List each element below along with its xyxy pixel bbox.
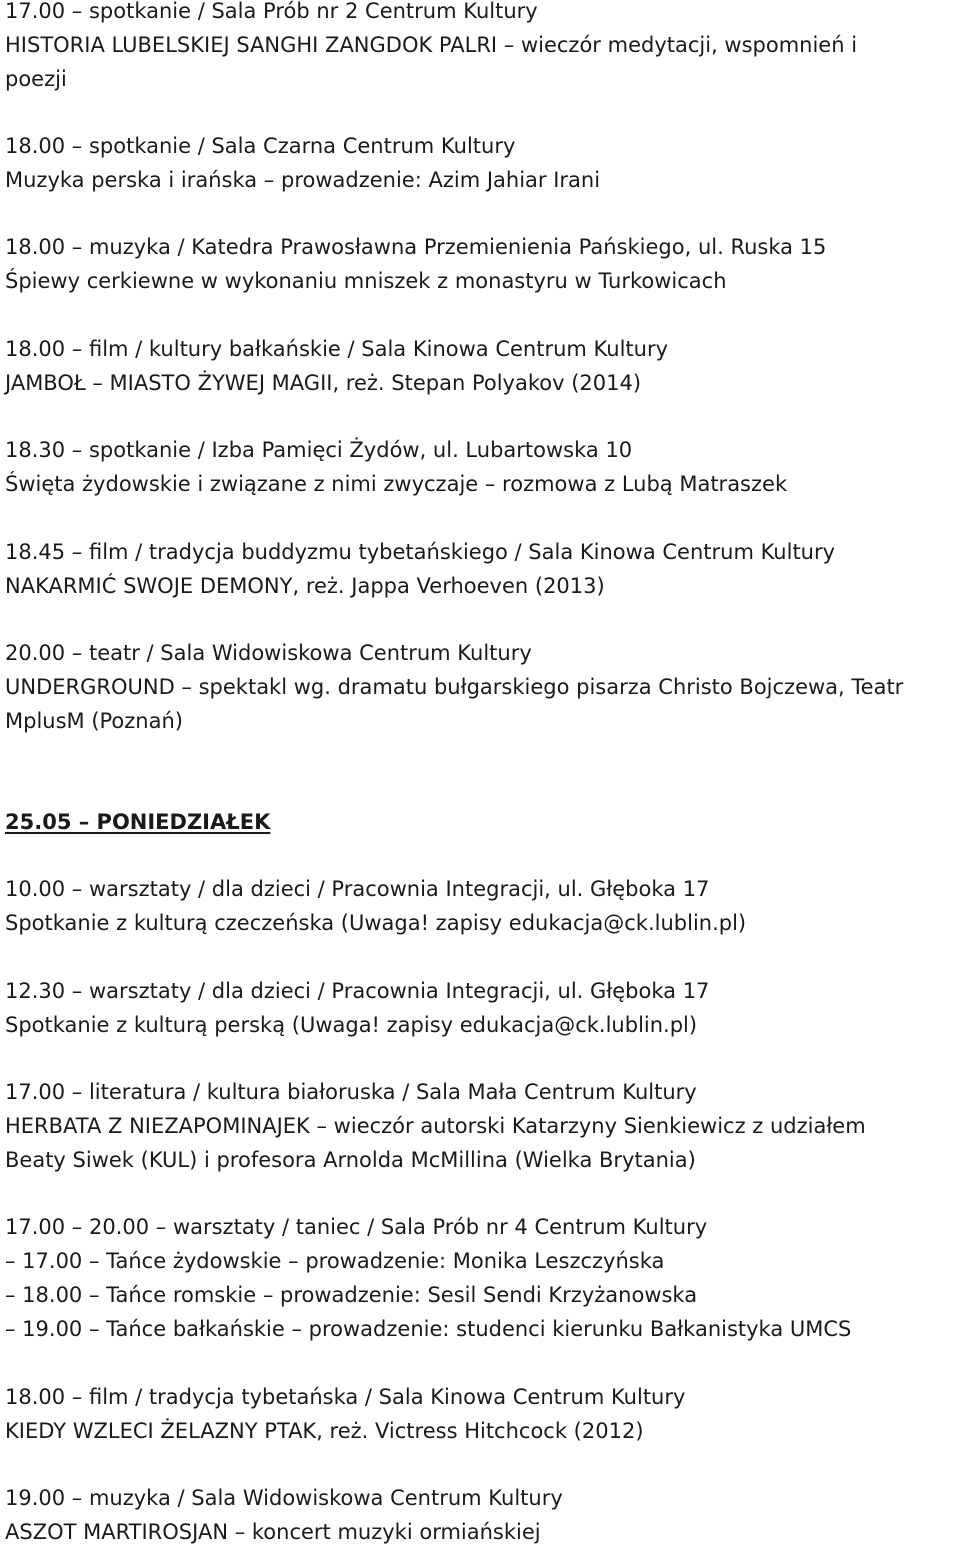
event-title-line: JAMBOŁ – MIASTO ŻYWEJ MAGII, reż. Stepan Polyakov (2014) <box>5 371 642 395</box>
event-title-line: poezji <box>5 67 67 91</box>
event-title-line: KIEDY WZLECI ŻELAZNY PTAK, reż. Victress Hitchcock (2012) <box>5 1419 644 1443</box>
event-time-line: 18.45 – film / tradycja buddyzmu tybetańskiego / Sala Kinowa Centrum Kultury <box>5 540 836 564</box>
day-heading: 25.05 – PONIEDZIAŁEK <box>5 810 271 834</box>
event-time-line: 18.00 – film / tradycja tybetańska / Sala Kinowa Centrum Kultury <box>5 1385 686 1409</box>
event-title-line: Spotkanie z kulturą perską (Uwaga! zapisy edukacja@ck.lublin.pl) <box>5 1013 698 1037</box>
event-time-line: 18.00 – film / kultury bałkańskie / Sala Kinowa Centrum Kultury <box>5 337 669 361</box>
event-time-line: 18.00 – muzyka / Katedra Prawosławna Przemienienia Pańskiego, ul. Ruska 15 <box>5 235 827 259</box>
event-time-line: 12.30 – warsztaty / dla dzieci / Pracownia Integracji, ul. Głęboka 17 <box>5 979 710 1003</box>
event-time-line: 18.30 – spotkanie / Izba Pamięci Żydów, ul. Lubartowska 10 <box>5 438 633 462</box>
event-time-line: 17.00 – literatura / kultura białoruska / Sala Mała Centrum Kultury <box>5 1080 697 1104</box>
event-title-line: Święta żydowskie i związane z nimi zwyczaje – rozmowa z Lubą Matraszek <box>5 472 788 496</box>
event-title-line: Muzyka perska i irańska – prowadzenie: Azim Jahiar Irani <box>5 168 601 192</box>
event-title-line: Spotkanie z kulturą czeczeńska (Uwaga! zapisy edukacja@ck.lublin.pl) <box>5 911 747 935</box>
event-title-line: NAKARMIĆ SWOJE DEMONY, reż. Jappa Verhoeven (2013) <box>5 574 605 598</box>
event-title-line: HISTORIA LUBELSKIEJ SANGHI ZANGDOK PALRI – wieczór medytacji, wspomnień i <box>5 33 858 57</box>
event-time-line: 19.00 – muzyka / Sala Widowiskowa Centrum Kultury <box>5 1486 563 1510</box>
event-time-line: 10.00 – warsztaty / dla dzieci / Pracownia Integracji, ul. Głęboka 17 <box>5 877 710 901</box>
event-subitem-line: – 18.00 – Tańce romskie – prowadzenie: Sesil Sendi Krzyżanowska <box>5 1283 698 1307</box>
event-time-line: 20.00 – teatr / Sala Widowiskowa Centrum Kultury <box>5 641 532 665</box>
event-title-line: ASZOT MARTIROSJAN – koncert muzyki ormiańskiej <box>5 1520 541 1544</box>
event-title-line: Beaty Siwek (KUL) i profesora Arnolda McMillina (Wielka Brytania) <box>5 1148 696 1172</box>
event-subitem-line: – 19.00 – Tańce bałkańskie – prowadzenie: studenci kierunku Bałkanistyka UMCS <box>5 1317 852 1341</box>
event-title-line: HERBATA Z NIEZAPOMINAJEK – wieczór autorski Katarzyny Sienkiewicz z udziałem <box>5 1114 866 1138</box>
event-title-line: Śpiewy cerkiewne w wykonaniu mniszek z monastyru w Turkowicach <box>5 269 727 293</box>
event-title-line: MplusM (Poznań) <box>5 709 183 733</box>
event-time-line: 17.00 – 20.00 – warsztaty / taniec / Sala Prób nr 4 Centrum Kultury <box>5 1215 708 1239</box>
event-subitem-line: – 17.00 – Tańce żydowskie – prowadzenie: Monika Leszczyńska <box>5 1249 665 1273</box>
event-time-line: 18.00 – spotkanie / Sala Czarna Centrum Kultury <box>5 134 516 158</box>
event-time-line: 17.00 – spotkanie / Sala Prób nr 2 Centrum Kultury <box>5 0 538 23</box>
event-title-line: UNDERGROUND – spektakl wg. dramatu bułgarskiego pisarza Christo Bojczewa, Teatr <box>5 675 904 699</box>
